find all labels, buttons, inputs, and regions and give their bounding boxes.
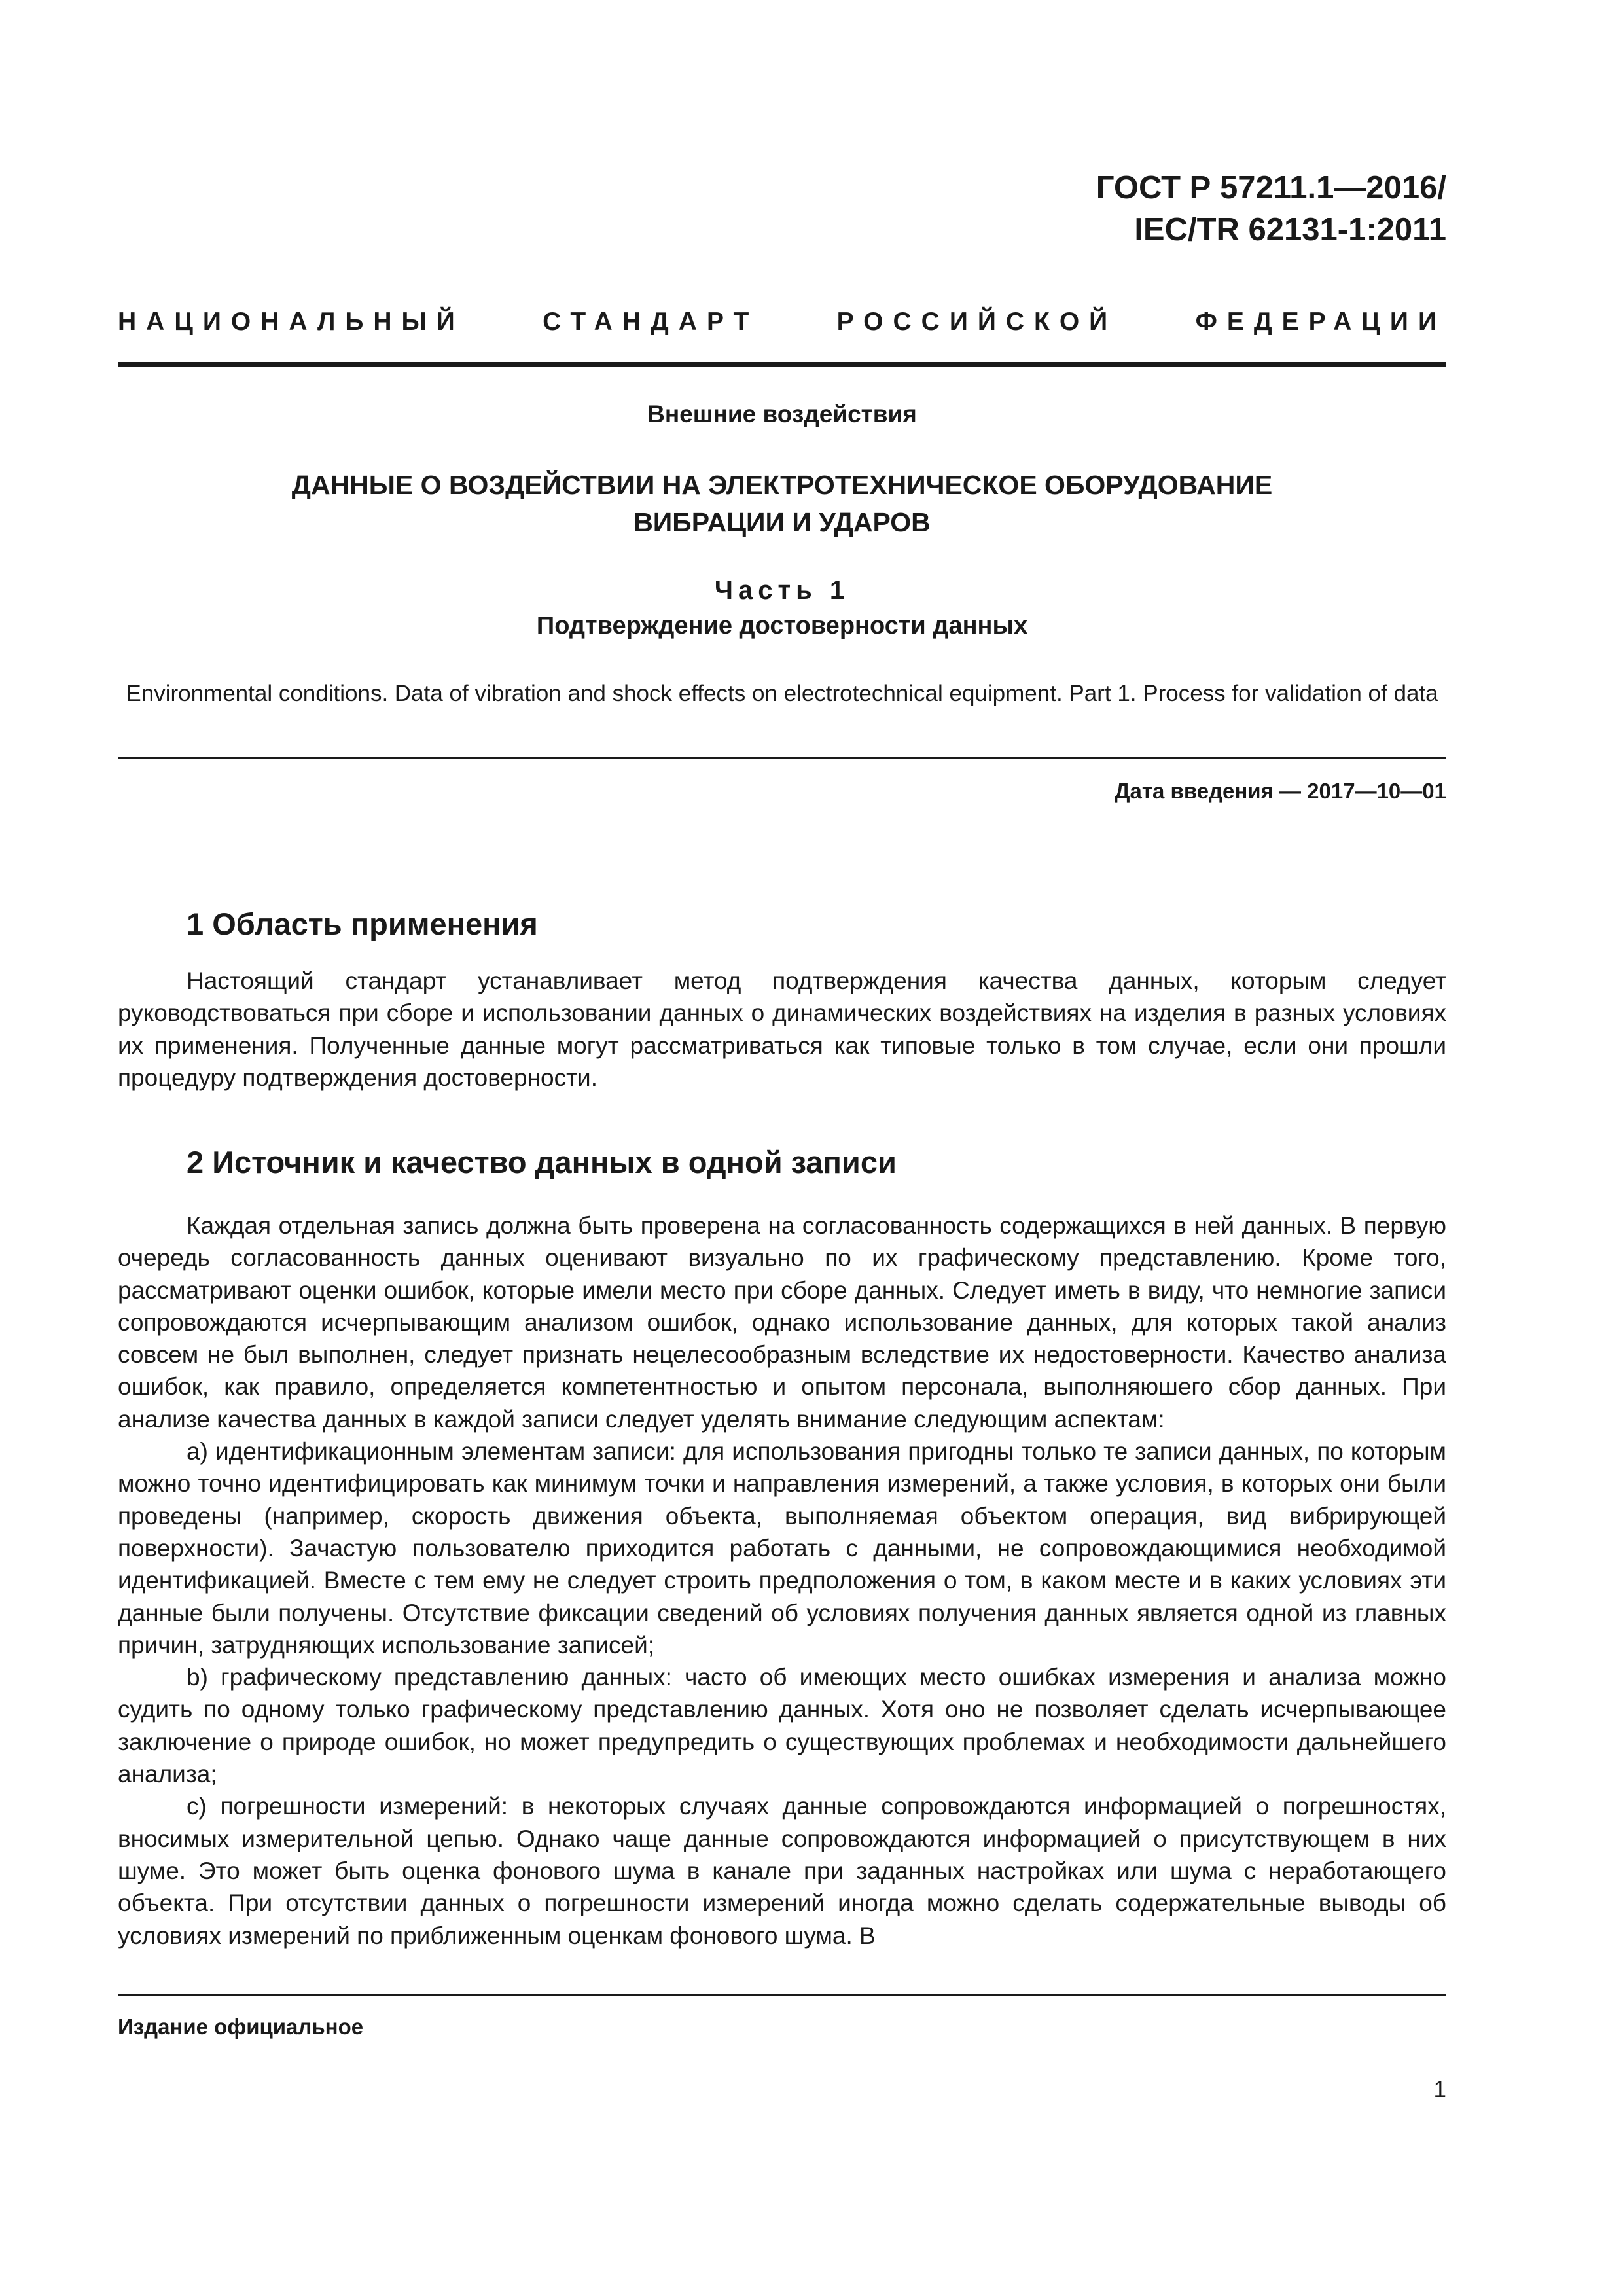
standard-code-line-1: ГОСТ Р 57211.1—2016/ <box>1096 170 1446 206</box>
document-title <box>118 467 1446 541</box>
paragraph: Настоящий стандарт устанавливает метод подтверждения качества данных, которым следует руководствоваться при сборе и использовании данных о динамических воздействиях на изделия в разных условиях их применения. Полученные данные могут рассматриваться как типовые только в том случае, если они прошли процедуру подтверждения достоверности. <box>118 967 1446 1091</box>
banner-word: СТАНДАРТ <box>543 308 759 336</box>
banner-word: РОССИЙСКОЙ <box>836 308 1118 336</box>
banner-word: НАЦИОНАЛЬНЫЙ <box>118 308 465 336</box>
list-item-c: c) погрешности измерений: в некоторых случаях данные сопровождаются информацией о погрешностях, вносимых измерительной цепью. Однако чаще данные сопровождаются информацией о присутствующем в них шуме. Это может быть оценка фонового шума в канале при заданных настройках или шума с неработающего объекта. При отсутствии данных о погрешности измерений иногда можно сделать содержательные выводы об условиях измерений по приближенным оценкам фонового шума. В <box>118 1793 1446 1949</box>
section-2-body <box>118 1210 1446 1952</box>
page-number: 1 <box>1433 2077 1446 2102</box>
header-divider <box>118 362 1446 367</box>
footer-divider <box>118 1994 1446 1996</box>
national-standard-banner <box>118 308 1446 336</box>
section-2-heading: 2 Источник и качество данных в одной записи <box>187 1145 897 1179</box>
document-title-line-2: ВИБРАЦИИ И УДАРОВ <box>633 507 931 537</box>
part-label: Часть 1 <box>714 576 850 605</box>
english-title: Environmental conditions. Data of vibration and shock effects on electrotechnical equipment. Part 1. Process for validation of data <box>126 681 1438 706</box>
introduction-date: Дата введения — 2017—10—01 <box>1115 779 1446 803</box>
group-title: Внешние воздействия <box>647 401 917 427</box>
section-1-heading: 1 Область применения <box>187 906 538 941</box>
standard-designation <box>1096 167 1446 251</box>
title-divider <box>118 757 1446 759</box>
document-title-line-1: ДАННЫЕ О ВОЗДЕЙСТВИИ НА ЭЛЕКТРОТЕХНИЧЕСКОЕ ОБОРУДОВАНИЕ <box>291 470 1273 500</box>
list-item-b: b) графическому представлению данных: часто об имеющих место ошибках измерения и анализа можно судить по одному только графическому представлению данных. Хотя оно не позволяет сделать исчерпывающее заключение о природе ошибок, но может предупредить о существующих проблемах и необходимости дальнейшего анализа; <box>118 1664 1446 1788</box>
paragraph: Каждая отдельная запись должна быть проверена на согласованность содержащихся в ней данных. В первую очередь согласованность данных оценивают визуально по их графическому представлению. Кроме того, рассматривают оценки ошибок, которые имели место при сборе данных. Следует иметь в виду, что немногие записи сопровождаются исчерпывающим анализом ошибок, однако использование данных, для которых такой анализ совсем не был выполнен, следует признать нецелесообразным вследствие их недостоверности. Качество анализа ошибок, как правило, определяется компетентностью и опытом персонала, выполняюшего сбор данных. При анализе качества данных в каждой записи следует уделять внимание следующим аспектам: <box>118 1212 1446 1433</box>
standard-code-line-2: IEC/TR 62131-1:2011 <box>1134 212 1446 247</box>
part-title: Подтверждение достоверности данных <box>536 612 1028 639</box>
list-item-a: а) идентификационным элементам записи: для использования пригодны только те записи данных, по которым можно точно идентифицировать как минимум точки и направления измерений, а также условия, в которых они были проведены (например, скорость движения объекта, выполняемая объектом операция, вид вибрирующей поверхности). Зачастую пользователю приходится работать с данными, не сопровождающимися необходимой идентификацией. Вместе с тем ему не следует строить предположения о том, в каком месте и в каких условиях эти данные были получены. Отсутствие фиксации сведений об условиях получения данных является одной из главных причин, затрудняющих использование записей; <box>118 1438 1446 1659</box>
edition-label: Издание официальное <box>118 2015 364 2039</box>
banner-word: ФЕДЕРАЦИИ <box>1195 308 1446 336</box>
section-1-body <box>118 965 1446 1094</box>
